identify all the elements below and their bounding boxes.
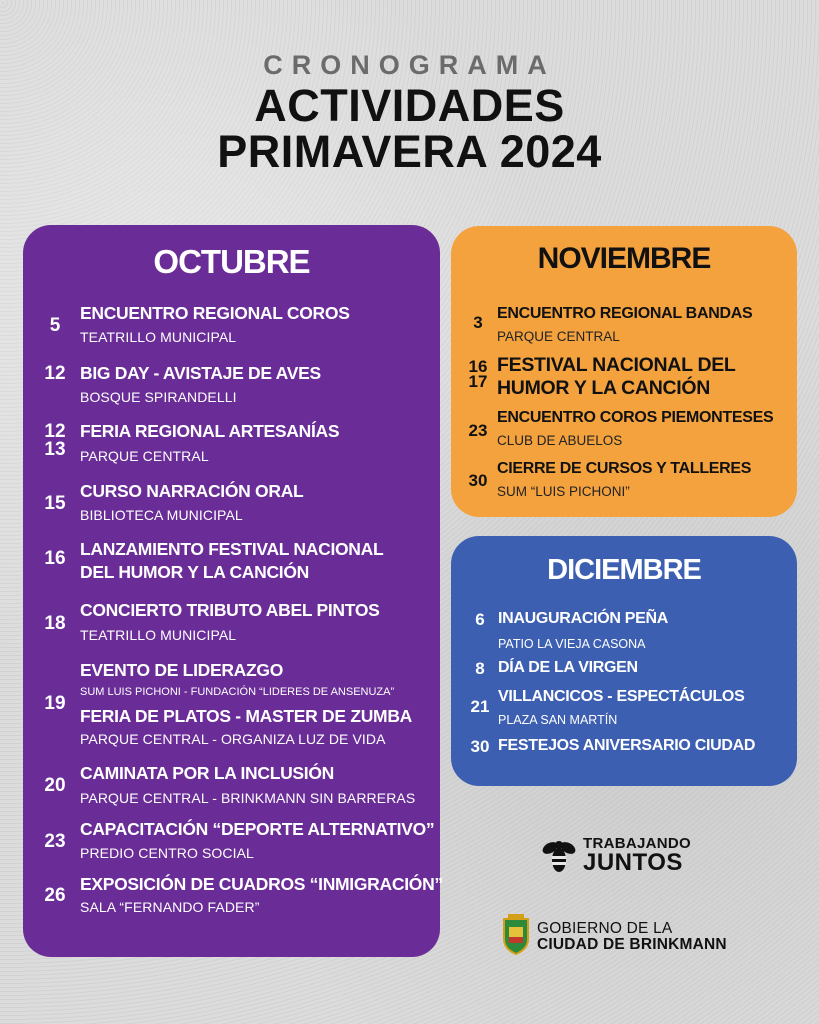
noviembre-card — [451, 226, 797, 517]
event-title: ENCUENTRO REGIONAL COROS — [80, 303, 350, 323]
octubre-card — [23, 225, 443, 957]
event-title: CONCIERTO TRIBUTO ABEL PINTOS — [80, 600, 380, 620]
event-day: 5 — [49, 315, 61, 336]
event-day-2: 17 — [468, 372, 488, 391]
gobierno-logo — [500, 913, 760, 958]
event-place-2: PARQUE CENTRAL - ORGANIZA LUZ DE VIDA — [80, 731, 386, 747]
logo-text-trabajando: TRABAJANDO — [583, 835, 691, 852]
event-title: LANZAMIENTO FESTIVAL NACIONAL — [80, 539, 384, 559]
event-place: BOSQUE SPIRANDELLI — [80, 389, 237, 405]
logo-text-ciudad: CIUDAD DE BRINKMANN — [537, 936, 727, 953]
event-day: 23 — [468, 421, 488, 440]
event-title-2: FERIA DE PLATOS - MASTER DE ZUMBA — [80, 706, 412, 726]
event-title: CIERRE DE CURSOS Y TALLERES — [497, 460, 752, 477]
page-title-line2: PRIMAVERA 2024 — [217, 126, 602, 177]
city-shield-icon — [500, 913, 532, 955]
event-title: CAPACITACIÓN “DEPORTE ALTERNATIVO” — [80, 819, 435, 839]
logo-text-gobierno: GOBIERNO DE LA — [537, 920, 673, 937]
logo-text-juntos: JUNTOS — [583, 849, 683, 876]
event-place: PARQUE CENTRAL — [497, 329, 620, 344]
event-day: 16 — [468, 357, 488, 376]
event-day: 21 — [470, 697, 490, 716]
event-day: 12 — [44, 421, 66, 442]
event-day: 12 — [44, 363, 66, 384]
event-day: 6 — [475, 610, 485, 629]
event-title: CURSO NARRACIÓN ORAL — [80, 481, 304, 501]
month-title-diciembre: DICIEMBRE — [547, 554, 701, 586]
event-place: BIBLIOTECA MUNICIPAL — [80, 507, 243, 523]
event-title: DÍA DE LA VIRGEN — [498, 659, 638, 676]
event-day: 15 — [44, 493, 66, 514]
event-place: SUM “LUIS PICHONI” — [497, 484, 630, 499]
bee-icon — [541, 836, 577, 876]
event-place: TEATRILLO MUNICIPAL — [80, 329, 237, 345]
event-day: 3 — [473, 313, 483, 332]
event-title: ENCUENTRO REGIONAL BANDAS — [497, 305, 753, 322]
event-title-2: DEL HUMOR Y LA CANCIÓN — [80, 562, 310, 582]
diciembre-card — [451, 536, 797, 786]
event-title: FESTIVAL NACIONAL DEL — [497, 354, 736, 376]
event-title: CAMINATA POR LA INCLUSIÓN — [80, 763, 335, 783]
event-place: PARQUE CENTRAL — [80, 448, 209, 464]
event-title: INAUGURACIÓN PEÑA — [498, 610, 669, 627]
trabajando-juntos-logo — [541, 833, 721, 878]
page-subtitle: CRONOGRAMA — [263, 50, 556, 80]
event-day: 18 — [44, 613, 66, 634]
event-day: 30 — [468, 471, 488, 490]
event-day: 19 — [44, 693, 66, 714]
event-title: BIG DAY - AVISTAJE DE AVES — [80, 363, 321, 383]
event-day: 26 — [44, 885, 66, 906]
event-title-2: HUMOR Y LA CANCIÓN — [497, 377, 711, 399]
event-place: SUM LUIS PICHONI - FUNDACIÓN “LIDERES DE ANSENUZA” — [80, 686, 395, 698]
event-day: 20 — [44, 775, 66, 796]
event-day: 8 — [475, 659, 485, 678]
month-title-octubre: OCTUBRE — [153, 243, 310, 280]
page-title-line1: ACTIVIDADES — [254, 80, 565, 131]
event-place: PLAZA SAN MARTÍN — [498, 713, 618, 727]
month-title-noviembre: NOVIEMBRE — [537, 242, 711, 275]
event-place: PARQUE CENTRAL - BRINKMANN SIN BARRERAS — [80, 790, 416, 806]
event-place: PREDIO CENTRO SOCIAL — [80, 845, 254, 861]
event-place: CLUB DE ABUELOS — [497, 433, 623, 448]
event-day: 30 — [470, 737, 490, 756]
event-day-2: 13 — [44, 439, 66, 460]
event-title: VILLANCICOS - ESPECTÁCULOS — [498, 688, 745, 705]
event-day: 16 — [44, 548, 66, 569]
page-header — [0, 50, 819, 175]
event-title: ENCUENTRO COROS PIEMONTESES — [497, 409, 774, 426]
event-place: SALA “FERNANDO FADER” — [80, 899, 260, 915]
event-place: PATIO LA VIEJA CASONA — [498, 637, 646, 651]
event-title: FERIA REGIONAL ARTESANÍAS — [80, 421, 340, 441]
event-title: EXPOSICIÓN DE CUADROS “INMIGRACIÓN” — [80, 874, 443, 894]
event-title: EVENTO DE LIDERAZGO — [80, 660, 284, 680]
event-day: 23 — [44, 831, 66, 852]
event-place: TEATRILLO MUNICIPAL — [80, 627, 237, 643]
event-title: FESTEJOS ANIVERSARIO CIUDAD — [498, 737, 756, 754]
